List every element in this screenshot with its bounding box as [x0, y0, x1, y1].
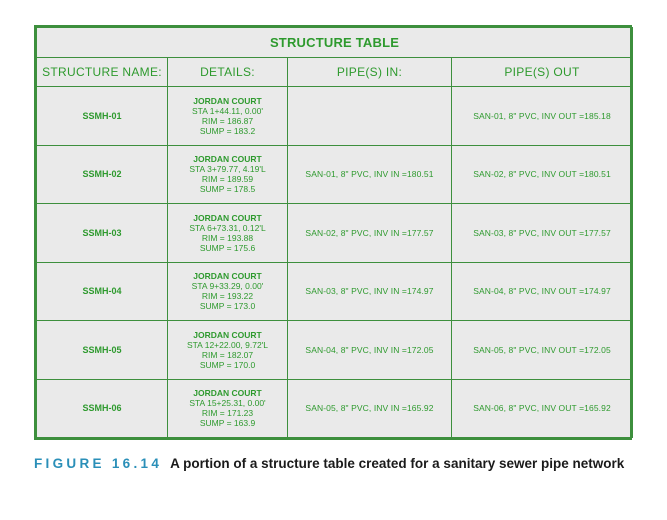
- table-header-row: [37, 58, 633, 87]
- table-row: [37, 321, 633, 380]
- details-rim: RIM = 193.88: [201, 232, 254, 243]
- details-station: STA 15+25.31, 0.00': [189, 398, 266, 409]
- figure-label: FIGURE 16.14: [34, 456, 163, 471]
- figure-caption: [34, 454, 649, 473]
- table-row: [37, 204, 633, 263]
- details-cell: [168, 87, 288, 146]
- structure-name-cell: SSMH-05: [37, 321, 168, 380]
- pipe-out-cell: SAN-04, 8" PVC, INV OUT =174.97: [452, 262, 633, 321]
- details-cell: [168, 145, 288, 204]
- details-cell: [168, 204, 288, 263]
- details-cell: [168, 262, 288, 321]
- pipe-out-cell: SAN-01, 8" PVC, INV OUT =185.18: [452, 87, 633, 146]
- header-structure-name: STRUCTURE NAME:: [37, 58, 168, 87]
- header-pipes-in: PIPE(S) IN:: [288, 58, 452, 87]
- structure-name-cell: SSMH-06: [37, 379, 168, 438]
- details-station: STA 3+79.77, 4.19'L: [189, 164, 266, 175]
- pipe-out-cell: SAN-05, 8" PVC, INV OUT =172.05: [452, 321, 633, 380]
- pipe-out-cell: SAN-06, 8" PVC, INV OUT =165.92: [452, 379, 633, 438]
- details-sump: SUMP = 178.5: [199, 184, 256, 195]
- details-rim: RIM = 171.23: [201, 408, 254, 419]
- details-road: JORDAN COURT: [193, 271, 262, 282]
- structure-name-cell: SSMH-01: [37, 87, 168, 146]
- details-cell: [168, 379, 288, 438]
- details-station: STA 1+44.11, 0.00': [191, 105, 263, 116]
- details-sump: SUMP = 183.2: [199, 125, 256, 136]
- structure-name-cell: SSMH-03: [37, 204, 168, 263]
- details-sump: SUMP = 163.9: [199, 418, 256, 429]
- table-title: STRUCTURE TABLE: [37, 28, 633, 58]
- details-sump: SUMP = 170.0: [199, 359, 256, 370]
- details-road: JORDAN COURT: [193, 95, 262, 106]
- pipe-in-cell: SAN-04, 8" PVC, INV IN =172.05: [288, 321, 452, 380]
- table-title-row: [37, 28, 633, 58]
- details-station: STA 9+33.29, 0.00': [191, 281, 264, 292]
- structure-table-panel: [34, 25, 632, 440]
- details-station: STA 12+22.00, 9.72'L: [186, 339, 269, 350]
- details-road: JORDAN COURT: [193, 154, 262, 165]
- structure-table: [36, 27, 633, 438]
- pipe-in-cell: SAN-03, 8" PVC, INV IN =174.97: [288, 262, 452, 321]
- details-station: STA 6+73.31, 0.12'L: [189, 222, 266, 233]
- table-row: [37, 87, 633, 146]
- details-sump: SUMP = 175.6: [199, 242, 256, 253]
- details-road: JORDAN COURT: [193, 212, 262, 223]
- pipe-out-cell: SAN-02, 8" PVC, INV OUT =180.51: [452, 145, 633, 204]
- pipe-in-cell: SAN-02, 8" PVC, INV IN =177.57: [288, 204, 452, 263]
- pipe-in-cell: [288, 87, 452, 146]
- table-row: [37, 379, 633, 438]
- details-rim: RIM = 193.22: [201, 291, 254, 302]
- details-rim: RIM = 186.87: [201, 115, 254, 126]
- details-sump: SUMP = 173.0: [199, 301, 256, 312]
- header-pipes-out: PIPE(S) OUT: [452, 58, 633, 87]
- table-row: [37, 145, 633, 204]
- structure-name-cell: SSMH-02: [37, 145, 168, 204]
- details-road: JORDAN COURT: [193, 329, 262, 340]
- details-road: JORDAN COURT: [193, 388, 262, 399]
- header-details: DETAILS:: [168, 58, 288, 87]
- details-rim: RIM = 189.59: [201, 174, 254, 185]
- pipe-out-cell: SAN-03, 8" PVC, INV OUT =177.57: [452, 204, 633, 263]
- caption-text: A portion of a structure table created for a sanitary sewer pipe network: [170, 456, 625, 471]
- table-row: [37, 262, 633, 321]
- details-rim: RIM = 182.07: [201, 349, 254, 360]
- structure-name-cell: SSMH-04: [37, 262, 168, 321]
- pipe-in-cell: SAN-01, 8" PVC, INV IN =180.51: [288, 145, 452, 204]
- details-cell: [168, 321, 288, 380]
- pipe-in-cell: SAN-05, 8" PVC, INV IN =165.92: [288, 379, 452, 438]
